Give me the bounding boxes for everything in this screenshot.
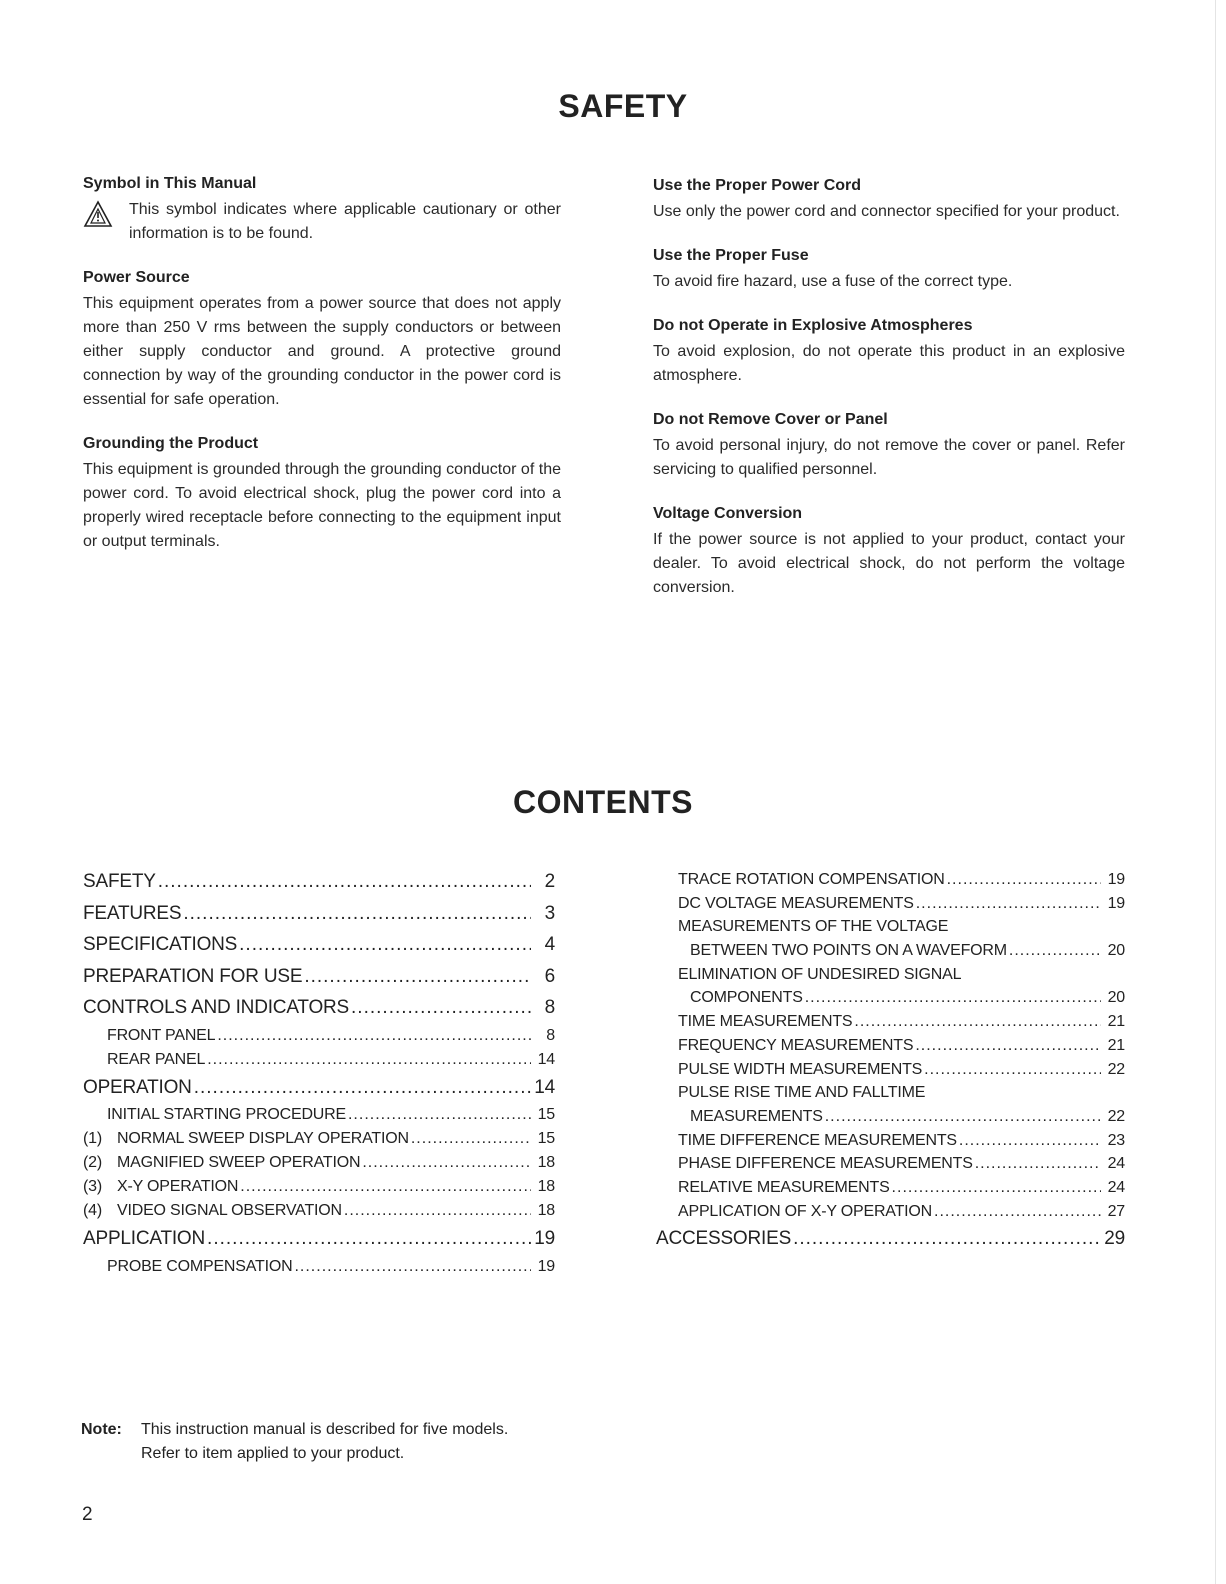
toc-subentry[interactable]: RELATIVE MEASUREMENTS ..... 24 xyxy=(656,1176,1125,1200)
toc-subentry[interactable]: PROBE COMPENSATION ..... 19 xyxy=(83,1255,555,1279)
toc-subentry[interactable]: FRONT PANEL ..... 8 xyxy=(83,1024,555,1048)
toc-entry[interactable]: OPERATION ..... 14 xyxy=(83,1072,555,1104)
safety-heading: SAFETY xyxy=(558,88,688,124)
toc-subentry[interactable]: (2) MAGNIFIED SWEEP OPERATION ..... 18 xyxy=(83,1151,555,1175)
note-line: Refer to item applied to your product. xyxy=(141,1445,405,1462)
toc-subentry[interactable]: FREQUENCY MEASUREMENTS ..... 21 xyxy=(656,1034,1125,1058)
section-body: This equipment operates from a power source that does not apply more than 250 V rms between the supply conductors or between either supply conductor and ground. A protective ground connection by way of the grounding conductor in the power cord is essential for safe operation. xyxy=(83,295,561,408)
toc-subentry-line[interactable]: MEASUREMENTS OF THE VOLTAGE xyxy=(678,918,949,936)
toc-subentry[interactable]: (3) X-Y OPERATION ..... 18 xyxy=(83,1175,555,1199)
toc-subentry[interactable]: COMPONENTS ..... 20 xyxy=(656,986,1125,1010)
safety-section xyxy=(653,410,1125,482)
toc-subentry[interactable]: INITIAL STARTING PROCEDURE ..... 15 xyxy=(83,1103,555,1127)
toc-left-column xyxy=(83,866,555,1279)
toc-subentry[interactable]: APPLICATION OF X-Y OPERATION ..... 27 xyxy=(656,1200,1125,1224)
toc-right-column xyxy=(656,868,1125,1254)
toc-subentry[interactable]: MEASUREMENTS ..... 22 xyxy=(656,1105,1125,1129)
section-title: Use the Proper Power Cord xyxy=(653,177,862,194)
toc-subentry-line[interactable]: PULSE RISE TIME AND FALLTIME xyxy=(678,1084,926,1102)
toc-subentry[interactable]: PULSE WIDTH MEASUREMENTS ..... 22 xyxy=(656,1058,1125,1082)
toc-subentry[interactable]: (1) NORMAL SWEEP DISPLAY OPERATION ..... 15 xyxy=(83,1127,555,1151)
safety-section xyxy=(83,174,561,246)
toc-subentry[interactable]: PHASE DIFFERENCE MEASUREMENTS ..... 24 xyxy=(656,1152,1125,1176)
safety-section xyxy=(653,176,1125,224)
section-body: To avoid explosion, do not operate this product in an explosive atmosphere. xyxy=(653,343,1125,384)
section-body: If the power source is not applied to your product, contact your dealer. To avoid electrical shock, do not perform the voltage conversion. xyxy=(653,531,1125,596)
safety-section xyxy=(653,504,1125,600)
section-title: Voltage Conversion xyxy=(653,505,803,522)
toc-entry[interactable]: SAFETY ..... 2 xyxy=(83,866,555,898)
section-title: Do not Remove Cover or Panel xyxy=(653,411,888,428)
toc-entry[interactable]: ACCESSORIES ..... 29 xyxy=(656,1223,1125,1254)
section-body: This equipment is grounded through the grounding conductor of the power cord. To avoid electrical shock, plug the power cord into a properly wired receptacle before connecting to the equipment input or output terminals. xyxy=(83,461,561,550)
safety-right-column xyxy=(653,176,1125,622)
toc-subentry[interactable]: DC VOLTAGE MEASUREMENTS ..... 19 xyxy=(656,892,1125,916)
section-body: This symbol indicates where applicable cautionary or other information is to be found. xyxy=(129,201,561,242)
toc-entry[interactable]: APPLICATION ..... 19 xyxy=(83,1223,555,1255)
toc-entry[interactable]: PREPARATION FOR USE ..... 6 xyxy=(83,961,555,993)
note-line: This instruction manual is described for five models. xyxy=(141,1421,509,1438)
section-title: Symbol in This Manual xyxy=(83,175,257,192)
page-number: 2 xyxy=(82,1504,93,1525)
toc-subentry[interactable]: (4) VIDEO SIGNAL OBSERVATION ..... 18 xyxy=(83,1199,555,1223)
safety-section xyxy=(653,246,1125,294)
safety-section xyxy=(83,268,561,412)
section-body: Use only the power cord and connector specified for your product. xyxy=(653,203,1120,220)
note-label: Note: xyxy=(81,1421,122,1438)
warning-triangle-icon xyxy=(83,200,113,228)
section-title: Grounding the Product xyxy=(83,435,259,452)
contents-heading: CONTENTS xyxy=(513,784,693,820)
toc-entry[interactable]: SPECIFICATIONS ..... 4 xyxy=(83,929,555,961)
toc-entry[interactable]: FEATURES ..... 3 xyxy=(83,898,555,930)
safety-left-column xyxy=(83,174,561,576)
section-body: To avoid fire hazard, use a fuse of the correct type. xyxy=(653,273,1013,290)
note-block xyxy=(81,1418,581,1466)
toc-subentry[interactable]: BETWEEN TWO POINTS ON A WAVEFORM ..... 20 xyxy=(656,939,1125,963)
section-title: Do not Operate in Explosive Atmospheres xyxy=(653,317,973,334)
toc-subentry[interactable]: TRACE ROTATION COMPENSATION ..... 19 xyxy=(656,868,1125,892)
toc-entry[interactable]: CONTROLS AND INDICATORS ..... 8 xyxy=(83,992,555,1024)
toc-subentry-line[interactable]: ELIMINATION OF UNDESIRED SIGNAL xyxy=(678,965,962,983)
section-body: To avoid personal injury, do not remove the cover or panel. Refer servicing to qualified personnel. xyxy=(653,437,1125,478)
toc-subentry[interactable]: TIME DIFFERENCE MEASUREMENTS ..... 23 xyxy=(656,1129,1125,1153)
toc-subentry[interactable]: REAR PANEL ..... 14 xyxy=(83,1048,555,1072)
safety-section xyxy=(653,316,1125,388)
safety-section xyxy=(83,434,561,554)
section-title: Power Source xyxy=(83,269,190,286)
section-title: Use the Proper Fuse xyxy=(653,247,809,264)
toc-subentry[interactable]: TIME MEASUREMENTS ..... 21 xyxy=(656,1010,1125,1034)
